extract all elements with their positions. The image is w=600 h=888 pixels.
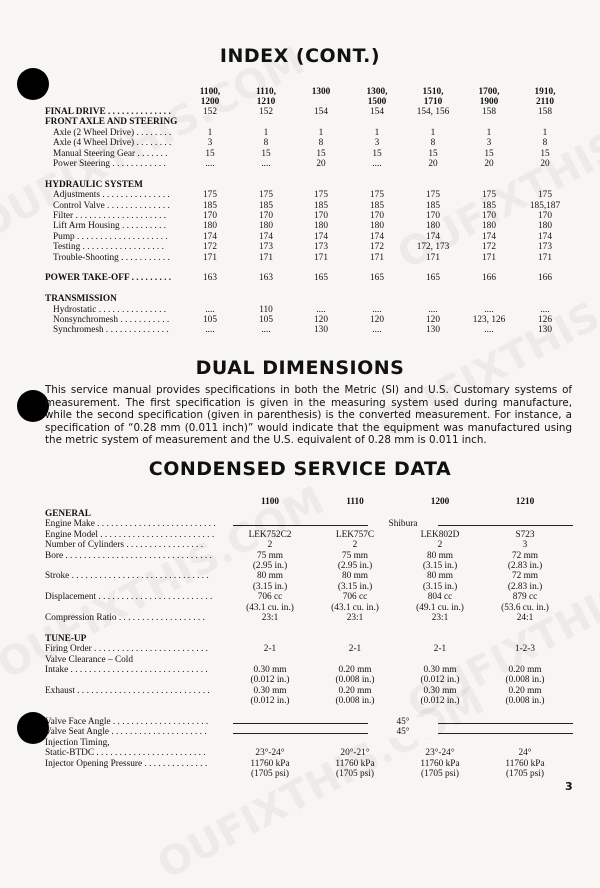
service-data-row-label: Bore . . . . . . . . . . . . . . . . . . . . . . . . . . . . . . . . [45,550,212,561]
service-data-cell: (43.1 cu. in.) [246,602,294,613]
service-data-cell: 0.30 mm [423,665,457,675]
service-data-row-label: Compression Ratio . . . . . . . . . . . . . . . . . . . [45,613,205,623]
index-cell: 180 [538,221,552,232]
service-data-row [45,592,575,602]
service-data-column-header: 1200 [430,497,450,507]
index-cell: .... [261,159,271,169]
service-data-cell: (2.83 in.) [507,561,543,571]
index-cell: 165 [426,273,440,284]
index-cell: 152 [203,107,217,117]
spanning-value: Shibura [368,519,438,529]
service-data-row [45,696,575,706]
service-data-row [45,519,575,529]
index-cell: 170 [314,211,328,221]
service-data-row-label: Exhaust . . . . . . . . . . . . . . . . . . . . . . . . . . . . . [45,685,210,696]
index-cell: .... [372,325,382,336]
index-row-label: Power Steering . . . . . . . . . . . . [53,159,166,169]
service-data-row-label: Static-BTDC . . . . . . . . . . . . . . . . . . . . . . . . [45,748,206,759]
index-column-header: 1100, 1200 [199,87,221,108]
index-cell: 130 [426,325,440,336]
index-column-header: 1510, 1710 [422,87,444,108]
index-row-label: Lift Arm Housing . . . . . . . . . . [53,221,167,232]
service-data-cell: (1705 psi) [421,769,459,779]
service-data-cell: (3.15 in.) [337,581,373,592]
service-data-cell: 24:1 [516,613,534,623]
service-data-row-label: Engine Model . . . . . . . . . . . . . . . . . . . . . . . . . [45,529,215,540]
service-data-cell: 20°-21° [340,748,370,759]
index-row-label: Control Valve . . . . . . . . . . . . . . [53,200,170,211]
service-data-cell: (1705 psi) [336,769,374,779]
index-cell: 163 [259,273,273,284]
index-table [45,87,575,347]
index-cell: 1 [486,127,492,138]
service-data-table [45,497,575,777]
service-data-cell: 2-1 [348,644,362,655]
service-data-cell: 706 cc [257,592,283,603]
index-cell: 172, 173 [416,242,450,253]
index-column-header: 1110, 1210 [256,87,276,108]
service-data-row-label: TUNE-UP [45,633,87,644]
index-cell: 120 [314,315,328,325]
index-cell: 174 [482,231,496,242]
index-cell: 165 [314,273,328,284]
index-cell: 15 [205,148,215,159]
index-cell: 180 [482,221,496,232]
service-data-cell: (0.008 in.) [505,675,545,686]
service-data-row [45,748,575,758]
service-data-cell: 0.20 mm [338,685,372,696]
index-cell: 180 [426,221,440,232]
index-cell: 185 [482,200,496,211]
index-cell: 20 [484,159,494,169]
index-cell: 123, 126 [472,315,506,325]
service-data-cell: 2 [267,540,273,551]
service-data-cell: 804 cc [427,592,453,603]
service-data-row [45,717,575,727]
index-row-label: Synchromesh . . . . . . . . . . . . . . [53,325,169,336]
index-cell: 105 [259,315,273,325]
service-data-cell: 706 cc [342,592,368,603]
service-data-cell: 0.30 mm [253,685,287,696]
service-data-cell: (2.95 in.) [337,561,373,571]
index-cell: 105 [203,315,217,325]
index-cell: 180 [259,221,273,232]
index-cell: 120 [426,315,440,325]
index-cell: 174 [203,231,217,242]
service-data-column-header: 1100 [260,497,280,507]
index-cell: 180 [314,221,328,232]
index-cell: 175 [538,190,552,201]
index-cell: 8 [263,138,269,149]
index-cell: .... [372,159,382,169]
index-cell: 1 [374,127,380,138]
index-cell: 174 [426,231,440,242]
service-data-row [45,530,575,540]
index-cell: 158 [482,107,496,117]
service-data-cell: 11760 kPa [250,758,290,769]
index-cell: 180 [203,221,217,232]
index-row-label: Axle (2 Wheel Drive) . . . . . . . . [53,127,172,138]
spanning-value: 45° [368,717,438,727]
page-number: 3 [565,780,573,793]
index-column-header: 1910, 2110 [534,87,556,108]
service-data-cell: 2 [352,540,358,551]
index-cell: 154, 156 [416,107,450,117]
service-data-cell: 75 mm [256,550,284,561]
index-cell: 130 [314,325,328,336]
service-data-cell: 0.20 mm [508,665,542,675]
service-data-row [45,655,575,665]
service-data-row-label: Stroke . . . . . . . . . . . . . . . . . . . . . . . . . . . . . . [45,571,209,582]
service-data-cell: (0.012 in.) [250,675,290,686]
index-cell: 185 [426,200,440,211]
index-cell: 165 [370,273,384,284]
index-cell: 152 [259,107,273,117]
service-data-cell: 23:1 [431,613,449,623]
service-data-row [45,509,575,519]
service-data-row-label: Displacement . . . . . . . . . . . . . . . . . . . . . . . . . [45,592,213,603]
index-cell: 174 [538,231,552,242]
dual-dimensions-text: This service manual provides specifications in both the Metric (SI) and U.S. Customary systems of measurement. The first specification is given in the measuring system used during manufacture, while the second specification (given in parenthesis) is the converted measurement. For instance, a specification of “0.28 mm (0.011 inch)” would indicate that the equipment was manufactured using the metric system of measurement and the U.S. equivalent of 0.28 mm is 0.011 inch. [45,384,572,447]
index-cell: .... [205,325,215,336]
index-row-label: Axle (4 Wheel Drive) . . . . . . . . [53,138,172,149]
service-data-column-header: 1110 [346,497,364,507]
index-column-header: 1300, 1500 [366,87,388,108]
service-data-cell: (1705 psi) [251,769,289,779]
index-cell: 3 [207,138,213,149]
index-cell: 8 [430,138,436,149]
index-cell: .... [316,304,326,315]
service-data-row-label: GENERAL [45,509,91,519]
index-cell: 171 [259,252,273,263]
service-data-cell: LEK757C [335,529,375,540]
service-data-cell: (0.012 in.) [420,675,460,686]
service-data-row [45,634,575,644]
service-data-cell: (0.012 in.) [250,696,290,707]
index-cell: 171 [482,252,496,263]
service-data-cell: 11760 kPa [420,758,460,769]
index-cell: .... [205,159,215,169]
service-data-row [45,623,575,633]
index-cell: 170 [370,211,384,221]
index-cell: 180 [370,221,384,232]
index-column-header: 1300 [311,87,331,97]
service-data-row [45,727,575,737]
service-data-row-label: Number of Cylinders . . . . . . . . . . . . . . . . . [45,540,204,551]
service-data-row-label: Valve Seat Angle . . . . . . . . . . . . . . . . . . . . . [45,727,207,738]
spanning-value: 45° [368,727,438,737]
index-cell: 185,187 [529,200,561,211]
index-title: INDEX (CONT.) [219,45,381,67]
service-data-cell: 80 mm [426,550,454,561]
service-data-cell: 24° [518,748,532,759]
index-cell: 15 [540,148,550,159]
index-cell: 163 [203,273,217,284]
service-data-cell: 75 mm [341,550,369,561]
index-cell: 154 [314,107,328,117]
index-row-label: POWER TAKE-OFF . . . . . . . . . [45,273,172,284]
service-data-cell: 23:1 [261,613,279,623]
index-cell: .... [261,325,271,336]
service-data-cell: (0.012 in.) [420,696,460,707]
service-data-row [45,665,575,675]
index-cell: 171 [538,252,552,263]
index-cell: 1 [207,127,213,138]
service-data-row-label: Intake . . . . . . . . . . . . . . . . . . . . . . . . . . . . . . [45,665,208,675]
service-data-cell: 23°-24° [255,748,285,759]
dual-dimensions-title: DUAL DIMENSIONS [195,357,405,379]
index-cell: 175 [482,190,496,201]
index-cell: 175 [259,190,273,201]
service-data-row [45,759,575,769]
service-data-cell: 0.20 mm [338,665,372,675]
index-row-label: FINAL DRIVE . . . . . . . . . . . . . . [45,107,171,117]
service-data-row [45,738,575,748]
index-cell: 20 [316,159,326,169]
service-data-cell: (43.1 cu. in.) [331,602,379,613]
index-cell: 174 [314,231,328,242]
service-data-cell: (3.15 in.) [252,581,288,592]
index-cell: .... [372,304,382,315]
service-data-cell: 2 [437,540,443,551]
service-data-cell: 0.30 mm [253,665,287,675]
index-cell: 3 [486,138,492,149]
index-cell: 126 [538,315,552,325]
service-data-row [45,686,575,696]
index-cell: 15 [428,148,438,159]
index-row-label: HYDRAULIC SYSTEM [45,179,143,190]
index-cell: 171 [203,252,217,263]
index-cell: .... [484,325,494,336]
index-cell: 170 [538,211,552,221]
index-cell: 171 [314,252,328,263]
index-cell: 110 [259,304,273,315]
condensed-service-data-title: CONDENSED SERVICE DATA [148,458,452,480]
index-cell: 130 [538,325,552,336]
index-cell: 170 [482,211,496,221]
service-data-cell: (3.15 in.) [422,561,458,571]
service-data-cell: (0.008 in.) [335,675,375,686]
service-data-cell: 11760 kPa [505,758,545,769]
service-data-cell: 879 cc [512,592,538,603]
index-cell: 15 [261,148,271,159]
service-data-cell: 3 [522,540,528,551]
index-cell: 120 [370,315,384,325]
service-data-column-header: 1210 [515,497,535,507]
index-cell: 1 [430,127,436,138]
index-cell: .... [484,304,494,315]
index-cell: 170 [259,211,273,221]
index-cell: 185 [370,200,384,211]
index-row-label: Filter . . . . . . . . . . . . . . . . . . . . [53,211,167,221]
index-cell: 1 [318,127,324,138]
service-data-cell: 80 mm [256,571,284,582]
index-cell: 166 [538,273,552,284]
index-cell: 15 [484,148,494,159]
index-cell: 174 [370,231,384,242]
service-data-cell: 72 mm [511,550,539,561]
index-cell: 20 [428,159,438,169]
service-data-cell: 80 mm [426,571,454,582]
index-cell: .... [428,304,438,315]
index-cell: 8 [318,138,324,149]
service-data-cell: 23:1 [346,613,364,623]
index-cell: 3 [374,138,380,149]
service-data-cell: 11760 kPa [335,758,375,769]
index-cell: 185 [203,200,217,211]
service-data-row [45,603,575,613]
index-cell: 1 [263,127,269,138]
index-row-label: FRONT AXLE AND STEERING [45,117,178,128]
index-cell: 154 [370,107,384,117]
service-data-row-label: Valve Face Angle . . . . . . . . . . . . . . . . . . . . . [45,717,209,727]
service-data-cell: 0.30 mm [423,685,457,696]
service-data-cell: (53.6 cu. in.) [501,602,549,613]
service-data-row [45,769,575,779]
index-cell: 185 [314,200,328,211]
service-data-cell: LEK752C2 [248,529,292,540]
index-cell: 171 [426,252,440,263]
service-data-cell: 1-2-3 [514,644,536,655]
service-data-row [45,613,575,623]
service-data-cell: 2-1 [433,644,447,655]
index-cell: 175 [370,190,384,201]
service-data-cell: (2.95 in.) [252,561,288,571]
index-row-label: Hydrostatic . . . . . . . . . . . . . . . [53,304,167,315]
service-data-cell: 2-1 [263,644,277,655]
index-row-label: Trouble-Shooting . . . . . . . . . . . [53,252,170,263]
service-data-cell: (3.15 in.) [422,581,458,592]
index-cell: .... [205,304,215,315]
service-data-cell: 72 mm [511,571,539,582]
index-cell: 175 [426,190,440,201]
index-cell: 158 [538,107,552,117]
index-cell: 173 [538,242,552,253]
service-data-cell: S723 [515,529,535,540]
service-data-cell: 23°-24° [425,748,455,759]
index-cell: 172 [370,242,384,253]
service-data-row [45,551,575,561]
service-data-row-label: Firing Order . . . . . . . . . . . . . . . . . . . . . . . . . [45,644,208,655]
service-data-cell: 80 mm [341,571,369,582]
index-cell: 170 [426,211,440,221]
index-cell: 166 [482,273,496,284]
index-cell: 171 [370,252,384,263]
index-row-label: TRANSMISSION [45,294,117,305]
index-cell: 172 [203,242,217,253]
service-data-row-label: Engine Make . . . . . . . . . . . . . . . . . . . . . . . . . . [45,519,216,530]
index-cell: 8 [542,138,548,149]
service-data-row [45,644,575,654]
service-data-row-label: Injection Timing, [45,737,110,748]
index-cell: 170 [203,211,217,221]
index-cell: 15 [372,148,382,159]
service-data-cell: (2.83 in.) [507,581,543,592]
service-data-row [45,707,575,717]
service-data-cell: (0.008 in.) [505,696,545,707]
index-row-label: Manual Steering Gear . . . . . . . [53,148,168,159]
index-cell: 185 [259,200,273,211]
index-cell: 172 [482,242,496,253]
service-data-cell: (1705 psi) [506,769,544,779]
service-data-row [45,540,575,550]
index-cell: 20 [540,159,550,169]
index-cell: 174 [259,231,273,242]
index-row-label: Nonsynchromesh . . . . . . . . . . . [53,315,170,325]
service-data-row-label: Valve Clearance – Cold [45,654,134,665]
service-data-row [45,582,575,592]
index-cell: 175 [314,190,328,201]
index-cell: 15 [316,148,326,159]
service-data-cell: LEK802D [420,529,460,540]
index-row-label: Pump . . . . . . . . . . . . . . . . . . . . [53,231,168,242]
index-row-label: Testing . . . . . . . . . . . . . . . . . . [53,242,164,253]
service-data-row [45,675,575,685]
index-cell: .... [540,304,550,315]
service-data-cell: (0.008 in.) [335,696,375,707]
service-data-row [45,571,575,581]
index-row-label: Adjustments . . . . . . . . . . . . . . . [53,190,170,201]
service-data-row [45,561,575,571]
index-cell: 173 [259,242,273,253]
service-data-cell: (49.1 cu. in.) [416,602,464,613]
index-cell: 1 [542,127,548,138]
service-data-row-label: Injector Opening Pressure . . . . . . . . . . . . . . [45,758,208,769]
service-data-cell: 0.20 mm [508,685,542,696]
index-cell: 173 [314,242,328,253]
index-cell: 175 [203,190,217,201]
index-column-header: 1700, 1900 [478,87,500,108]
